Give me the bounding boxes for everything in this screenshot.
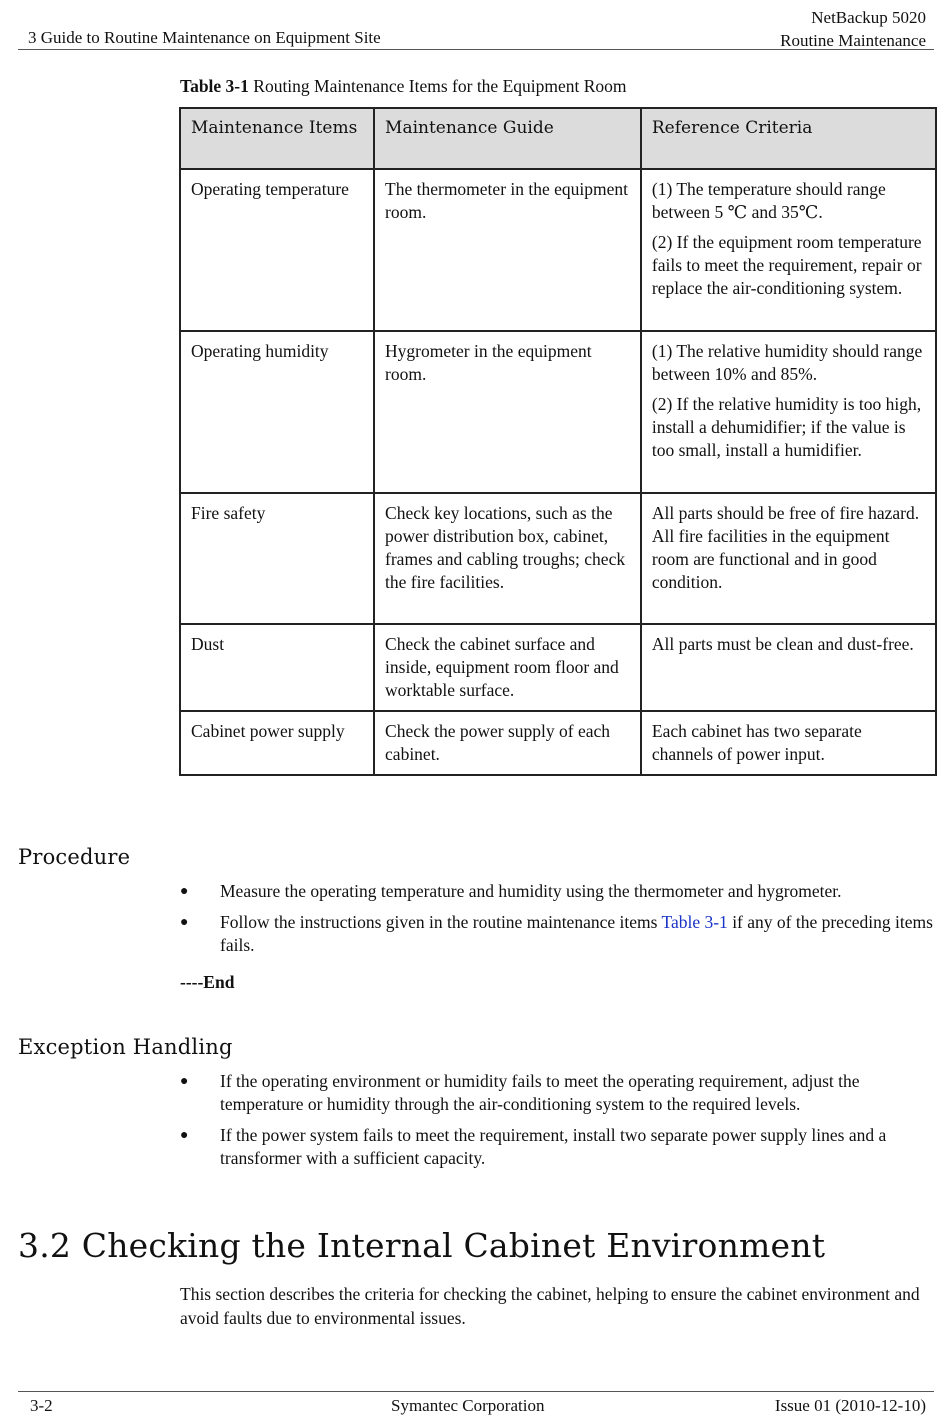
cell-criteria	[641, 331, 936, 493]
table-row	[180, 711, 936, 775]
list-item-text: If the operating environment or humidity fails to meet the operating requirement, adjust the temperature or humidity through the air-conditioning system to the required levels.	[220, 1071, 860, 1114]
exception-list	[180, 1070, 940, 1178]
procedure-list	[180, 880, 940, 965]
list-item-text: If the power system fails to meet the requirement, install two separate power supply lines and a transformer with a sufficient capacity.	[220, 1125, 887, 1168]
criteria-line: (1) The relative humidity should range between 10% and 85%.	[651, 341, 923, 384]
table-row	[180, 624, 936, 711]
table-row	[180, 493, 936, 624]
column-header-guide: Maintenance Guide	[374, 108, 641, 169]
running-header-title	[780, 6, 926, 52]
criteria-line: All parts must be clean and dust-free.	[651, 634, 914, 654]
list-item	[180, 911, 940, 957]
criteria-line: (2) If the equipment room temperature fails to meet the requirement, repair or replace the air-conditioning system.	[651, 232, 922, 298]
cell-guide: Hygrometer in the equipment room.	[374, 331, 641, 493]
table-header-row	[180, 108, 936, 169]
bullet-icon: ●	[180, 915, 189, 930]
cell-item: Operating temperature	[180, 169, 374, 331]
running-header-chapter: 3 Guide to Routine Maintenance on Equipment Site	[28, 28, 381, 47]
cell-criteria	[641, 493, 936, 624]
cell-item: Dust	[180, 624, 374, 711]
bullet-icon: ●	[180, 1074, 189, 1089]
cell-item: Cabinet power supply	[180, 711, 374, 775]
cell-guide: Check key locations, such as the power distribution box, cabinet, frames and cabling troughs; check the fire facilities.	[374, 493, 641, 624]
header-divider	[18, 49, 934, 50]
footer-divider	[18, 1391, 934, 1392]
list-item-text: Measure the operating temperature and humidity using the thermometer and hygrometer.	[220, 881, 842, 901]
column-header-items: Maintenance Items	[180, 108, 374, 169]
cell-guide: The thermometer in the equipment room.	[374, 169, 641, 331]
section-heading: 3.2 Checking the Internal Cabinet Environment	[18, 1226, 826, 1265]
table-caption	[180, 76, 627, 97]
criteria-line: Each cabinet has two separate channels of power input.	[651, 721, 862, 764]
table-caption-text: Routing Maintenance Items for the Equipment Room	[253, 76, 627, 96]
table-row	[180, 331, 936, 493]
cell-item: Fire safety	[180, 493, 374, 624]
page-number: 3-2	[30, 1396, 53, 1415]
cell-criteria	[641, 169, 936, 331]
cell-criteria	[641, 624, 936, 711]
cell-guide: Check the cabinet surface and inside, equipment room floor and worktable surface.	[374, 624, 641, 711]
criteria-line: (2) If the relative humidity is too high, install a dehumidifier; if the value is too small, install a humidifier.	[651, 394, 922, 460]
running-header-doc-title: Routine Maintenance	[780, 31, 926, 50]
cell-guide: Check the power supply of each cabinet.	[374, 711, 641, 775]
cell-criteria	[641, 711, 936, 775]
bullet-icon: ●	[180, 1128, 189, 1143]
footer-company: Symantec Corporation	[391, 1396, 545, 1415]
cell-item: Operating humidity	[180, 331, 374, 493]
table-caption-label: Table 3-1	[180, 76, 249, 96]
table-cross-reference-link[interactable]: Table 3-1	[661, 912, 728, 932]
list-item-text-after: if any of the preceding items fails.	[220, 912, 933, 955]
procedure-heading: Procedure	[18, 845, 131, 869]
column-header-criteria: Reference Criteria	[641, 108, 936, 169]
criteria-line: (1) The temperature should range between 5 ℃ and 35℃.	[651, 179, 886, 222]
table-row	[180, 169, 936, 331]
maintenance-items-table	[179, 107, 937, 776]
list-item	[180, 1070, 940, 1116]
list-item	[180, 1124, 940, 1170]
footer-issue: Issue 01 (2010-12-10)	[774, 1396, 926, 1415]
running-header-product: NetBackup 5020	[811, 8, 926, 27]
exception-handling-heading: Exception Handling	[18, 1035, 233, 1059]
list-item-text-before: Follow the instructions given in the routine maintenance items	[220, 912, 662, 932]
section-body: This section describes the criteria for checking the cabinet, helping to ensure the cabinet environment and avoid faults due to environmental issues.	[180, 1284, 920, 1328]
bullet-icon: ●	[180, 884, 189, 899]
list-item	[180, 880, 940, 903]
end-marker: ----End	[180, 972, 235, 992]
criteria-line: All parts should be free of fire hazard. All fire facilities in the equipment room are functional and in good condition.	[651, 503, 920, 592]
